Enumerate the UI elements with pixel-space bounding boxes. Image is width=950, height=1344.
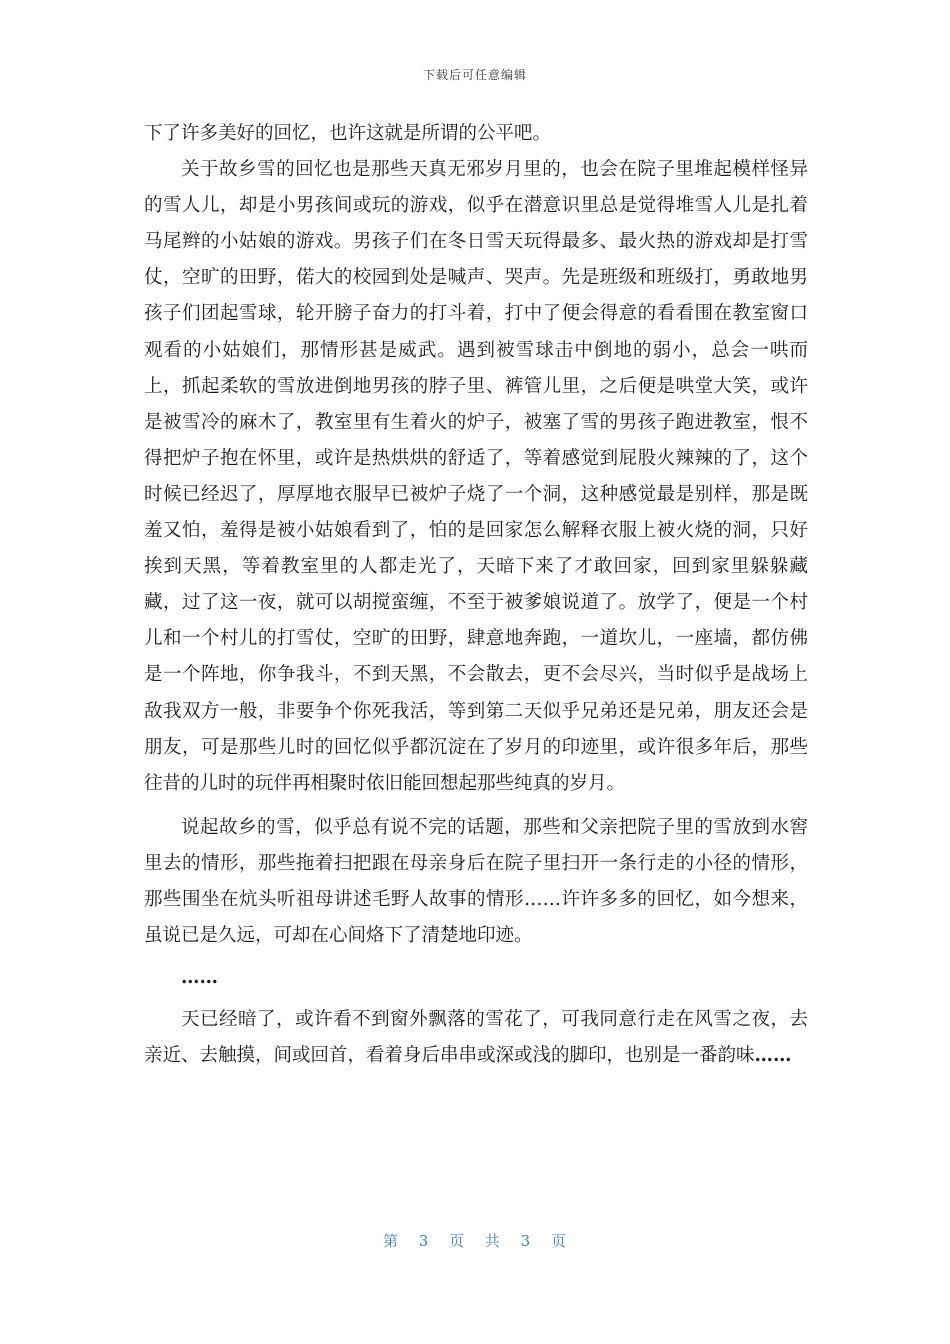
closing-ellipsis: …… [754, 1045, 792, 1067]
page-header: 下载后可任意编辑 [422, 68, 527, 82]
page-footer: 第 3 页 共 3 页 [383, 1232, 567, 1250]
paragraph-continuation: 下了许多美好的回忆，也许这就是所谓的公平吧。 [144, 123, 552, 144]
paragraph-closing [144, 1002, 808, 1074]
closing-text: 天已经暗了，或许看不到窗外飘落的雪花了，可我同意行走在风雪之夜，去亲近、去触摸，间或回首，看着身后串串或深或浅的脚印，也别是一番韵味 [144, 1009, 808, 1067]
paragraph-snow-memories: 关于故乡雪的回忆也是那些天真无邪岁月里的，也会在院子里堆起模样怪异的雪人儿，却是小男孩间或玩的游戏，似乎在潜意识里总是觉得堆雪人儿是扎着马尾辫的小姑娘的游戏。男孩子们在冬日雪天玩得最多、最火热的游戏却是打雪仗，空旷的田野，偌大的校园到处是喊声、哭声。先是班级和班级打，勇敢地男孩子们团起雪球，轮开膀子奋力的打斗着，打中了便会得意的看看围在教室窗口观看的小姑娘们，那情形甚是威武。遇到被雪球击中倒地的弱小，总会一哄而上，抓起柔软的雪放进倒地男孩的脖子里、裤管儿里，之后便是哄堂大笑，或许是被雪冷的麻木了，教室里有生着火的炉子，被塞了雪的男孩子跑进教室，恨不得把炉子抱在怀里，或许是热烘烘的舒适了，等着感觉到屁股火辣辣的了，这个时候已经迟了，厚厚地衣服早已被炉子烧了一个洞，这种感觉最是别样，那是既羞又怕，羞得是被小姑娘看到了，怕的是回家怎么解释衣服上被火烧的洞，只好挨到天黑，等着教室里的人都走光了，天暗下来了才敢回家，回到家里躲躲藏藏，过了这一夜，就可以胡搅蛮缠，不至于被爹娘说道了。放学了，便是一个村儿和一个村儿的打雪仗，空旷的田野，肆意地奔跑，一道坎儿，一座墙，都仿佛是一个阵地，你争我斗，不到天黑，不会散去，更不会尽兴，当时似乎是战场上敌我双方一般，非要争个你死我活，等到第二天似乎兄弟还是兄弟，朋友还会是朋友，可是那些儿时的回忆似乎都沉淀在了岁月的印迹里，或许很多年后，那些往昔的儿时的玩伴再相聚时依旧能回想起那些纯真的岁月。 [144, 159, 808, 794]
paragraph-ellipsis: …… [181, 967, 218, 989]
document-body [144, 116, 808, 1074]
paragraph-hometown-snow: 说起故乡的雪，似乎总有说不完的话题，那些和父亲把院子里的雪放到水窖里去的情形，那些拖着扫把跟在母亲身后在院子里扫开一条行走的小径的情形，那些围坐在炕头听祖母讲述毛野人故事的情形……许许多多的回忆，如今想来，虽说已是久远，可却在心间烙下了清楚地印迹。 [144, 816, 808, 947]
